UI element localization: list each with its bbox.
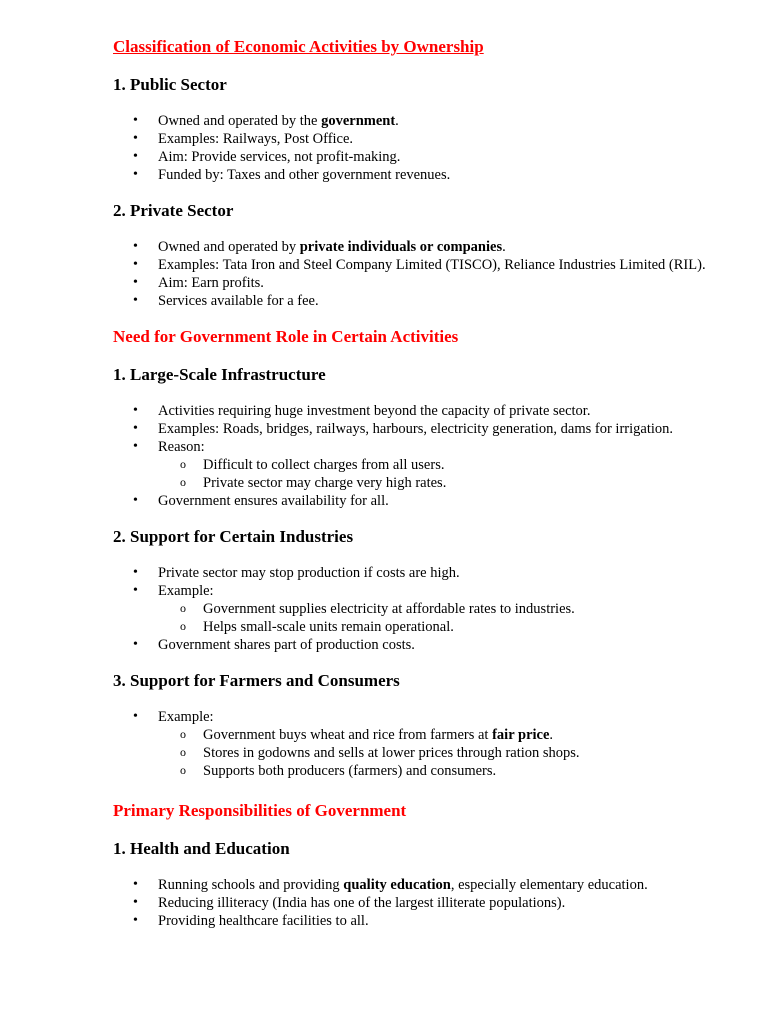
sub-list-item: o Difficult to collect charges from all users. xyxy=(158,456,728,474)
list-item: • Services available for a fee. xyxy=(113,292,728,310)
list-item: • Example: o Government supplies electricity at affordable rates to industries. o Helps small-scale units remain operational. xyxy=(113,582,728,636)
list-item: • Example: o Government buys wheat and rice from farmers at fair price. o Stores in godowns and sells at lower prices through ration shops. o Supports both producers (farmers) and consumers. xyxy=(113,708,728,780)
list-item: • Reason: o Difficult to collect charges from all users. o Private sector may charge very high rates. xyxy=(113,438,728,492)
list-item: • Funded by: Taxes and other government revenues. xyxy=(113,166,728,184)
sub-list xyxy=(158,600,728,636)
list-item: • Activities requiring huge investment beyond the capacity of private sector. xyxy=(113,402,728,420)
subsection-title: 1. Public Sector xyxy=(113,75,227,94)
list-item: • Providing healthcare facilities to all. xyxy=(113,912,728,930)
sub-list-item: o Government buys wheat and rice from farmers at fair price. xyxy=(158,726,728,744)
list-item: • Examples: Roads, bridges, railways, harbours, electricity generation, dams for irrigation. xyxy=(113,420,728,438)
sub-list xyxy=(158,456,728,492)
sub-list-item: o Government supplies electricity at affordable rates to industries. xyxy=(158,600,728,618)
main-heading: Classification of Economic Activities by Ownership xyxy=(113,37,484,56)
sub-list xyxy=(158,726,728,780)
subsection-title: 1. Large-Scale Infrastructure xyxy=(113,365,326,384)
bullet-list xyxy=(113,112,728,184)
list-item: • Aim: Provide services, not profit-making. xyxy=(113,148,728,166)
bullet-list xyxy=(113,238,728,310)
sub-list-item: o Private sector may charge very high rates. xyxy=(158,474,728,492)
bullet-list xyxy=(113,876,728,930)
list-item: • Owned and operated by the government. xyxy=(113,112,728,130)
list-item: • Examples: Railways, Post Office. xyxy=(113,130,728,148)
bullet-list xyxy=(113,708,728,780)
list-item: • Aim: Earn profits. xyxy=(113,274,728,292)
list-item: • Government ensures availability for all. xyxy=(113,492,728,510)
subsection-title: 3. Support for Farmers and Consumers xyxy=(113,671,400,690)
bullet-list xyxy=(113,402,728,510)
list-item: • Reducing illiteracy (India has one of the largest illiterate populations). xyxy=(113,894,728,912)
list-item: • Examples: Tata Iron and Steel Company Limited (TISCO), Reliance Industries Limited (RIL). xyxy=(113,256,728,274)
section-heading: Primary Responsibilities of Government xyxy=(113,801,407,820)
sub-list-item: o Supports both producers (farmers) and consumers. xyxy=(158,762,728,780)
sub-list-item: o Helps small-scale units remain operational. xyxy=(158,618,728,636)
subsection-title: 2. Private Sector xyxy=(113,201,234,220)
list-item: • Government shares part of production costs. xyxy=(113,636,728,654)
sub-list-item: o Stores in godowns and sells at lower prices through ration shops. xyxy=(158,744,728,762)
subsection-title: 1. Health and Education xyxy=(113,839,290,858)
list-item: • Running schools and providing quality education, especially elementary education. xyxy=(113,876,728,894)
list-item: • Private sector may stop production if costs are high. xyxy=(113,564,728,582)
list-item: • Owned and operated by private individuals or companies. xyxy=(113,238,728,256)
subsection-title: 2. Support for Certain Industries xyxy=(113,527,354,546)
section-heading: Need for Government Role in Certain Activities xyxy=(113,327,459,346)
bullet-list xyxy=(113,564,728,654)
